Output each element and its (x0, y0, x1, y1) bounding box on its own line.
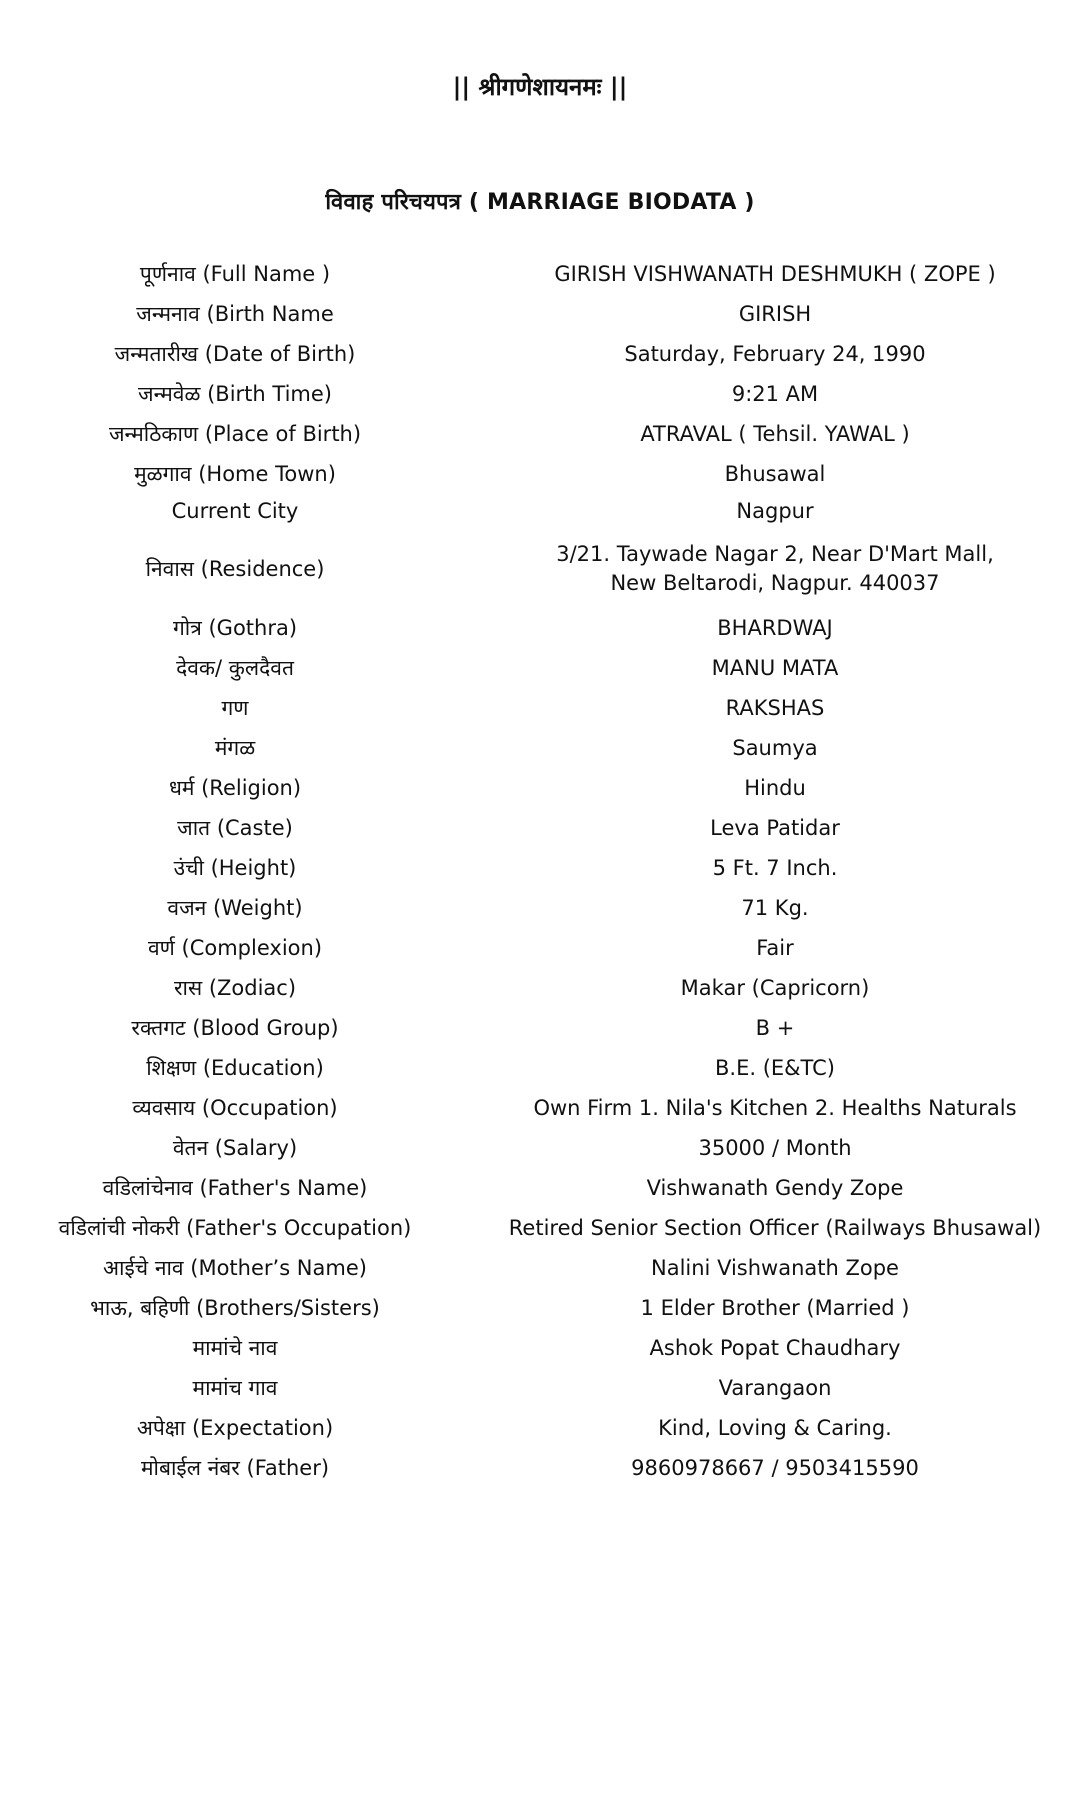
row-value: Saturday, February 24, 1990 (624, 341, 926, 366)
row-blood-group (0, 1008, 1080, 1048)
row-value: Retired Senior Section Officer (Railways Bhusawal) (508, 1215, 1042, 1240)
residence-line-2: New Beltarodi, Nagpur. 440037 (610, 571, 940, 595)
row-value (470, 540, 1080, 598)
row-date-of-birth (0, 334, 1080, 374)
row-label: धर्म (Religion) (168, 776, 302, 800)
row-complexion (0, 928, 1080, 968)
row-value: Bhusawal (724, 461, 826, 486)
row-current-city (0, 494, 1080, 528)
row-zodiac (0, 968, 1080, 1008)
row-value: RAKSHAS (725, 695, 825, 720)
row-value: Kind, Loving & Caring. (658, 1415, 892, 1440)
row-occupation (0, 1088, 1080, 1128)
document-title: विवाह परिचयपत्र ( MARRIAGE BIODATA ) (325, 190, 755, 215)
row-siblings (0, 1288, 1080, 1328)
row-label: जात (Caste) (177, 816, 293, 840)
row-religion (0, 768, 1080, 808)
row-value: Leva Patidar (710, 815, 840, 840)
row-value: MANU MATA (711, 655, 839, 680)
row-gan (0, 688, 1080, 728)
row-label: मंगळ (214, 736, 256, 760)
row-label: देवक/ कुलदैवत (176, 656, 294, 680)
row-value: Nagpur (736, 498, 814, 523)
row-value: 9:21 AM (731, 381, 819, 406)
row-value: B.E. (E&TC) (715, 1055, 835, 1080)
row-label: शिक्षण (Education) (146, 1056, 324, 1080)
row-label: पूर्णनाव (Full Name ) (139, 262, 331, 286)
row-gothra (0, 608, 1080, 648)
row-value: Nalini Vishwanath Zope (651, 1255, 899, 1280)
row-fathers-occupation (0, 1208, 1080, 1248)
row-value: GIRISH (738, 301, 812, 326)
row-label: जन्मठिकाण (Place of Birth) (108, 422, 362, 446)
row-label: जन्मतारीख (Date of Birth) (114, 342, 356, 366)
row-label: वजन (Weight) (167, 896, 303, 920)
row-value: Makar (Capricorn) (680, 975, 870, 1000)
row-full-name (0, 254, 1080, 294)
row-label: गोत्र (Gothra) (172, 616, 298, 640)
row-label: आईचे नाव (Mother’s Name) (103, 1256, 367, 1280)
row-residence (0, 532, 1080, 606)
row-label: अपेक्षा (Expectation) (136, 1416, 334, 1440)
row-label: निवास (Residence) (145, 557, 325, 581)
row-place-of-birth (0, 414, 1080, 454)
row-value: ATRAVAL ( Tehsil. YAWAL ) (640, 421, 910, 446)
row-label: वर्ण (Complexion) (147, 936, 323, 960)
row-label: जन्मवेळ (Birth Time) (137, 382, 332, 406)
row-label: मामांचे नाव (192, 1336, 278, 1360)
residence-line-1: 3/21. Taywade Nagar 2, Near D'Mart Mall, (556, 542, 994, 566)
row-label: भाऊ, बहिणी (Brothers/Sisters) (90, 1296, 380, 1320)
row-birth-name (0, 294, 1080, 334)
row-mangal (0, 728, 1080, 768)
row-fathers-name (0, 1168, 1080, 1208)
row-value: 71 Kg. (741, 895, 809, 920)
row-maternal-uncle-name (0, 1328, 1080, 1368)
row-label: मामांच गाव (192, 1376, 278, 1400)
row-weight (0, 888, 1080, 928)
row-value: 5 Ft. 7 Inch. (712, 855, 838, 880)
row-label: रास (Zodiac) (173, 976, 297, 1000)
row-expectation (0, 1408, 1080, 1448)
row-value: GIRISH VISHWANATH DESHMUKH ( ZOPE ) (554, 261, 996, 286)
row-value: 35000 / Month (698, 1135, 852, 1160)
row-value: Fair (756, 935, 794, 960)
row-value: 1 Elder Brother (Married ) (640, 1295, 910, 1320)
row-value: BHARDWAJ (717, 615, 833, 640)
row-label: उंची (Height) (173, 856, 297, 880)
row-height (0, 848, 1080, 888)
row-maternal-uncle-village (0, 1368, 1080, 1408)
row-value: Hindu (744, 775, 806, 800)
row-label: Current City (171, 499, 299, 523)
row-mothers-name (0, 1248, 1080, 1288)
row-salary (0, 1128, 1080, 1168)
biodata-table (0, 254, 1080, 1488)
row-label: मोबाईल नंबर (Father) (140, 1456, 330, 1480)
row-label: मुळगाव (Home Town) (134, 462, 336, 486)
row-value: Own Firm 1. Nila's Kitchen 2. Healths Naturals (533, 1095, 1017, 1120)
row-birth-time (0, 374, 1080, 414)
row-label: वडिलांचेनाव (Father's Name) (102, 1176, 368, 1200)
row-devak (0, 648, 1080, 688)
row-label: रक्तगट (Blood Group) (131, 1016, 339, 1040)
row-label: जन्मनाव (Birth Name (136, 302, 334, 326)
row-value: Vishwanath Gendy Zope (646, 1175, 904, 1200)
row-value: Varangaon (718, 1375, 832, 1400)
row-caste (0, 808, 1080, 848)
row-label: वडिलांची नोकरी (Father's Occupation) (58, 1216, 412, 1240)
row-education (0, 1048, 1080, 1088)
row-value: B + (755, 1015, 795, 1040)
row-value: Saumya (732, 735, 818, 760)
invocation-heading: || श्रीगणेशायनमः || (452, 73, 628, 101)
row-label: व्यवसाय (Occupation) (132, 1096, 338, 1120)
row-value: 9860978667 / 9503415590 (631, 1455, 919, 1480)
row-mobile-number (0, 1448, 1080, 1488)
row-label: वेतन (Salary) (172, 1136, 298, 1160)
row-home-town (0, 454, 1080, 494)
row-label: गण (221, 696, 249, 720)
row-value: Ashok Popat Chaudhary (649, 1335, 901, 1360)
